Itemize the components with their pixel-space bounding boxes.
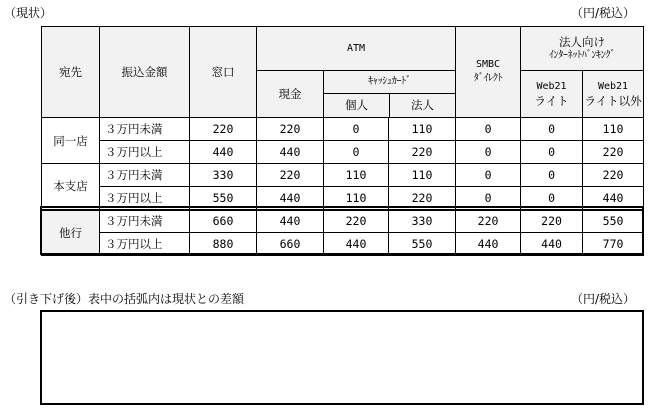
fee-cell: 220 xyxy=(257,164,324,187)
fee-cell: 0 xyxy=(521,118,583,141)
fee-cell: 110 xyxy=(389,118,456,141)
header-cash: 現金 xyxy=(257,71,324,118)
header-smbc-line2: ﾀﾞｲﾚｸﾄ xyxy=(473,73,503,84)
fee-cell: 660 xyxy=(257,233,324,256)
header-corp-banking-line1: 法人向け xyxy=(559,34,606,49)
current-fee-table xyxy=(41,26,644,256)
header-smbc-line1: SMBC xyxy=(475,59,501,70)
fee-cell: 440 xyxy=(583,187,644,210)
fee-cell: 0 xyxy=(521,187,583,210)
header-web21-lite-line1: Web21 xyxy=(536,81,567,92)
row-amount: ３万円以上 xyxy=(100,233,190,256)
fee-cell: 110 xyxy=(389,164,456,187)
fee-cell: 330 xyxy=(190,164,257,187)
fee-cell: 0 xyxy=(456,187,521,210)
row-amount: ３万円以上 xyxy=(100,187,190,210)
fee-cell: 440 xyxy=(456,233,521,256)
header-web21-lite xyxy=(521,71,583,118)
header-atm: ATM xyxy=(257,27,456,71)
fee-cell: 0 xyxy=(456,118,521,141)
header-corp-banking-line2: ｲﾝﾀｰﾈｯﾄﾊﾞﾝｷﾝｸﾞ xyxy=(548,49,616,61)
header-web21-lite-line2: ライト xyxy=(534,94,569,108)
header-web21-other-line1: Web21 xyxy=(597,81,629,92)
fee-cell: 440 xyxy=(257,187,324,210)
fee-cell: 220 xyxy=(521,210,583,233)
current-caption: （現状） xyxy=(4,6,53,20)
header-amount: 振込金額 xyxy=(100,27,190,118)
fee-cell: 0 xyxy=(456,164,521,187)
fee-cell: 0 xyxy=(521,141,583,164)
fee-cell: 220 xyxy=(583,164,644,187)
header-smbc-direct xyxy=(456,27,521,118)
fee-cell: 110 xyxy=(324,164,389,187)
fee-cell: 220 xyxy=(257,118,324,141)
after-table-outline xyxy=(40,310,644,405)
fee-cell: 110 xyxy=(324,187,389,210)
row-amount: ３万円未満 xyxy=(100,118,190,141)
after-unit: （円/税込） xyxy=(571,292,636,306)
fee-cell: 110 xyxy=(583,118,644,141)
row-amount: ３万円未満 xyxy=(100,210,190,233)
fee-cell: 660 xyxy=(190,210,257,233)
fee-cell: 0 xyxy=(456,141,521,164)
header-counter: 窓口 xyxy=(190,27,257,118)
fee-cell: 440 xyxy=(190,141,257,164)
fee-cell: 550 xyxy=(389,233,456,256)
header-individual: 個人 xyxy=(324,94,390,117)
fee-cell: 440 xyxy=(521,233,583,256)
row-amount: ３万円以上 xyxy=(100,141,190,164)
row-dest: 他行 xyxy=(42,210,100,256)
fee-cell: 330 xyxy=(389,210,456,233)
fee-cell: 440 xyxy=(324,233,389,256)
header-cashcard-label: ｷｬｯｼｭｶｰﾄﾞ xyxy=(324,71,455,94)
fee-cell: 220 xyxy=(190,118,257,141)
fee-cell: 440 xyxy=(257,210,324,233)
header-corporate: 法人 xyxy=(411,98,435,112)
after-caption: （引き下げ後）表中の括弧内は現状との差額 xyxy=(4,292,245,306)
fee-cell: 440 xyxy=(257,141,324,164)
fee-cell: 0 xyxy=(521,164,583,187)
header-cashcard xyxy=(324,71,456,118)
fee-cell: 220 xyxy=(456,210,521,233)
header-web21-other-line2: ライト以外 xyxy=(584,94,642,108)
fee-cell: 220 xyxy=(389,141,456,164)
header-web21-other xyxy=(583,71,644,118)
row-amount: ３万円未満 xyxy=(100,164,190,187)
fee-cell: 880 xyxy=(190,233,257,256)
fee-cell: 550 xyxy=(190,187,257,210)
fee-cell: 0 xyxy=(324,141,389,164)
header-corp-banking xyxy=(521,27,644,71)
fee-cell: 0 xyxy=(324,118,389,141)
header-dest: 宛先 xyxy=(42,27,100,118)
fee-cell: 220 xyxy=(389,187,456,210)
row-dest: 同一店 xyxy=(42,118,100,164)
current-unit: （円/税込） xyxy=(571,6,636,20)
fee-cell: 770 xyxy=(583,233,644,256)
row-dest: 本支店 xyxy=(42,164,100,210)
fee-cell: 220 xyxy=(583,141,644,164)
fee-cell: 220 xyxy=(324,210,389,233)
fee-cell: 550 xyxy=(583,210,644,233)
